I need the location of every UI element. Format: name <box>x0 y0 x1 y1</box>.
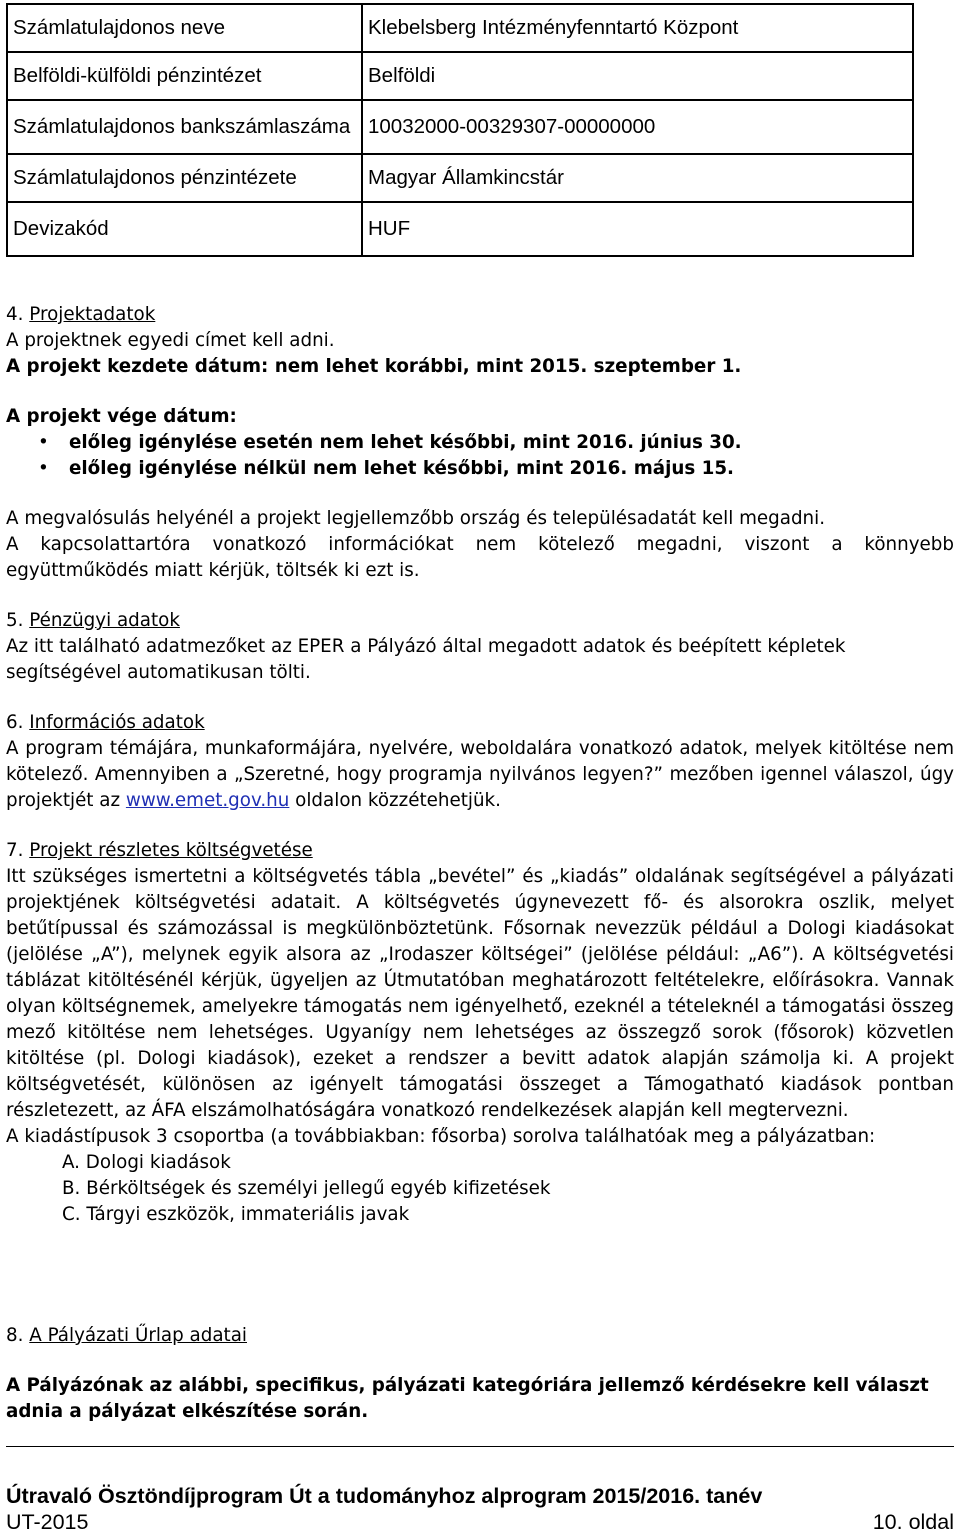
paragraph-text: oldalon közzétehetjük. <box>289 790 501 811</box>
table-cell-value: Klebelsberg Intézményfenntartó Központ <box>362 4 913 52</box>
table-cell-value: 10032000-00329307-00000000 <box>362 100 913 154</box>
footer-divider <box>6 1446 954 1447</box>
paragraph-text: A program témájára, munkaformájára, nyelvére, weboldalára vonatkozó adatok, melyek kitöltése nem kötelező. Amennyiben a „Szeretné, hogy programja nyilvános legyen?” mezőben igennel válaszol, úgy projektjét az <box>6 738 954 811</box>
section-number: 4. <box>6 304 24 325</box>
table-cell-value: HUF <box>362 202 913 256</box>
section-number: 8. <box>6 1325 24 1346</box>
table-cell-value: Belföldi <box>362 52 913 100</box>
list-item: A. Dologi kiadások <box>62 1152 231 1173</box>
section-title: Információs adatok <box>29 712 205 733</box>
end-date-list <box>6 430 954 482</box>
section-koltsegvetes <box>6 838 954 1228</box>
section-title: Pénzügyi adatok <box>29 610 180 631</box>
page-number: 10. oldal <box>872 1510 954 1534</box>
section-title: Projektadatok <box>29 304 156 325</box>
section-title: Projekt részletes költségvetése <box>29 840 313 861</box>
section-projektadatok <box>6 302 954 584</box>
section-number: 6. <box>6 712 24 733</box>
section-heading <box>6 838 954 864</box>
section-number: 7. <box>6 840 24 861</box>
emet-link[interactable]: www.emet.gov.hu <box>125 790 290 811</box>
list-item: B. Bérköltségek és személyi jellegű egyéb kifizetések <box>62 1178 551 1199</box>
table-cell-label: Belföldi-külföldi pénzintézet <box>7 52 362 100</box>
document-page <box>6 0 954 1422</box>
paragraph: A kapcsolattartóra vonatkozó információkat nem kötelező megadni, viszont a könnyebb együttműködés miatt kérjük, töltsék ki ezt is. <box>6 534 954 581</box>
list-item: • előleg igénylése esetén nem lehet későbbi, mint 2016. június 30. <box>6 430 954 456</box>
account-table <box>6 3 914 257</box>
paragraph: A kiadástípusok 3 csoportba (a továbbiakban: fősorba) sorolva találhatóak meg a pályázatban: <box>6 1126 876 1147</box>
expense-type-list <box>6 1150 954 1228</box>
table-row <box>7 202 913 256</box>
table-cell-label: Devizakód <box>7 202 362 256</box>
table-cell-label: Számlatulajdonos pénzintézete <box>7 154 362 202</box>
section-heading <box>6 1323 954 1349</box>
section-palyazati-urlap <box>6 1323 954 1425</box>
footer-code: UT-2015 <box>6 1510 89 1534</box>
paragraph: A megvalósulás helyénél a projekt legjellemzőbb ország és településadatát kell megadni. <box>6 508 826 529</box>
section-penzugyi-adatok <box>6 608 954 686</box>
table-cell-value: Magyar Államkincstár <box>362 154 913 202</box>
start-date-rule: A projekt kezdete dátum: nem lehet korábbi, mint 2015. szeptember 1. <box>6 356 742 377</box>
footer-row <box>6 1509 954 1535</box>
section-heading <box>6 302 954 328</box>
table-cell-label: Számlatulajdonos neve <box>7 4 362 52</box>
table-cell-label: Számlatulajdonos bankszámlaszáma <box>7 100 362 154</box>
section-title: A Pályázati Űrlap adatai <box>29 1325 247 1346</box>
table-row <box>7 100 913 154</box>
section-heading <box>6 710 954 736</box>
table-row <box>7 154 913 202</box>
footer-title: Útravaló Ösztöndíjprogram Út a tudományhoz alprogram 2015/2016. tanév <box>6 1484 763 1508</box>
paragraph: Itt szükséges ismertetni a költségvetés tábla „bevétel” és „kiadás” oldalának segítségével a pályázati projektjének költségvetési adatait. A költségvetés úgynevezett fő- és alsorokra oszlik, melyet betűtípussal és számozással is megkülönböztetünk. Fősornak nevezzük például a Dologi kiadásokat (jelölése „A”), melynek egyik alsora az „Irodaszer költségei” (jelölése például: „A6”). A költségvetési táblázat kitöltésénél kérjük, ügyeljen az Útmutatóban meghatározott feltételekre, előírásokra. Vannak olyan költségnemek, amelyekre támogatás nem igényelhető, ezeknél a tételeknél a támogatási összeg mező kitöltése nem lehetséges. Ugyanígy nem lehetséges az összegző sorok (fősorok) közvetlen kitöltése (pl. Dologi kiadások), ezeket a rendszer a bevitt adatok alapján számolja ki. A projekt költségvetését, különösen az igényelt támogatási összeget a Támogatható kiadások pontban részletezett, az ÁFA elszámolhatóságára vonatkozó rendelkezések alapján kell megtervezni. <box>6 866 954 1121</box>
end-date-label: A projekt vége dátum: <box>6 406 237 427</box>
paragraph: A Pályázónak az alábbi, specifikus, pályázati kategóriára jellemző kérdésekre kell választ adnia a pályázat elkészítése során. <box>6 1375 929 1422</box>
section-heading <box>6 608 954 634</box>
table-row <box>7 4 913 52</box>
list-item: C. Tárgyi eszközök, immateriális javak <box>62 1204 410 1225</box>
paragraph: Az itt található adatmezőket az EPER a Pályázó által megadott adatok és beépített képletek segítségével automatikusan tölti. <box>6 636 846 683</box>
section-informacios-adatok <box>6 710 954 814</box>
paragraph: A projektnek egyedi címet kell adni. <box>6 330 335 351</box>
list-item: • előleg igénylése nélkül nem lehet későbbi, mint 2016. május 15. <box>6 456 954 482</box>
table-row <box>7 52 913 100</box>
page-footer <box>6 1483 954 1535</box>
paragraph <box>6 736 954 814</box>
section-number: 5. <box>6 610 24 631</box>
